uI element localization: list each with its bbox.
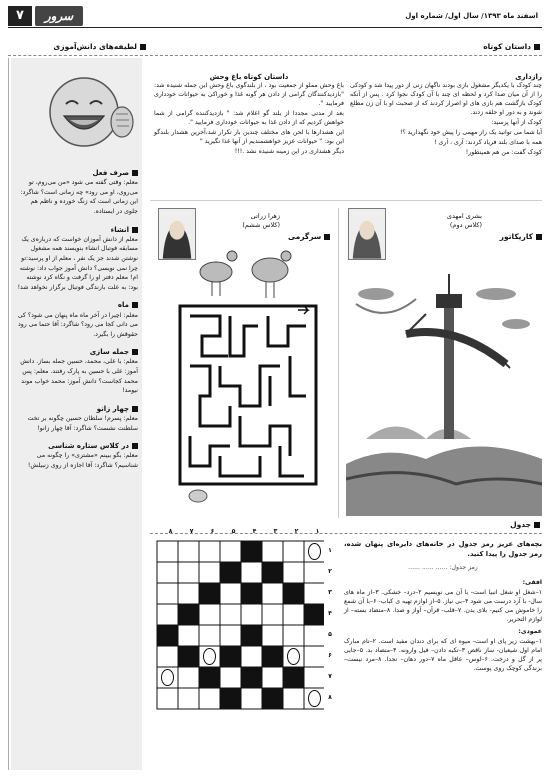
fun-section-title: [288, 232, 330, 243]
black-cell: [262, 646, 283, 667]
row-number: ۶: [328, 652, 332, 659]
grid-cell[interactable]: [262, 604, 283, 625]
black-cell: [262, 688, 283, 709]
grid-cell[interactable]: [157, 541, 178, 562]
black-cell: [199, 667, 220, 688]
row-number: ۴: [328, 610, 332, 617]
caricature-section-label: کاریکاتور: [499, 232, 533, 241]
maze-puzzle: [178, 250, 318, 508]
grid-cell[interactable]: [199, 688, 220, 709]
grid-cell[interactable]: [241, 646, 262, 667]
column-number: ۳: [273, 528, 278, 535]
story-left-paragraph: این هشدارها با لحن های مختلف چندین بار تکرار شد،آخرین هشدار بلندگو این بود: " حیوانات عزیز خواهشمندیم از آنها غذا نگیرید ": [154, 129, 344, 146]
jokes-section-label: لطیفه‌های دانش‌آموزی: [53, 42, 137, 51]
across-clues: ۱–شغل او شغل انبیا است- با آن می نویسیم ۲–درد– خشکی. ۳–از ماه های سال- با آرد درست می شود ۴–بی نیاز. ۵–از لوازم تهیه ی کباب- ۶–با آن شمع را خاموش می کنیم- بلای بدن. ۷–قلب- قرآن– آواز و صدا. ۸–متضاد بسته– از لوازم التحریر.: [344, 588, 542, 623]
black-cell: [283, 667, 304, 688]
story-right-paragraph: آیا شما می توانید یک راز مهمی را پیش خود نگهدارید ؟!: [399, 129, 542, 137]
story-right-body: [350, 82, 542, 158]
joke-title-text: جمله سازی: [89, 348, 129, 357]
story-right-paragraph: چند کودک با یکدیگر مشغول بازی بودند ناگهان زنی از دور پیدا شد و کودکی را از آن میان صدا کرد و لحظه ای چند با آن کودک نجوا کرد . پس از آنکه کودک بازگشت هم بازی های او اصرار کردند که از صحبت او با آن زن مطلع شوند و به دور او حلقه زدند.: [350, 82, 542, 117]
story-right-title: رازداری: [515, 73, 542, 81]
grid-cell[interactable]: [283, 646, 304, 667]
grid-cell[interactable]: [262, 625, 283, 646]
row-number: ۷: [328, 673, 332, 680]
row-number: ۱: [328, 547, 332, 554]
joke-title: [15, 441, 138, 451]
story-left-body: [154, 82, 344, 157]
grid-cell[interactable]: [283, 604, 304, 625]
artist-caption-1: [392, 212, 482, 231]
story-right: [350, 72, 542, 192]
issue-line: اسفند ماه ۱۳۹۳/ سال اول/ شماره اول: [405, 12, 538, 20]
black-cell: [199, 583, 220, 604]
joke-title-text: در کلاس ستاره شناسی: [48, 442, 129, 451]
jokes-panel: [11, 58, 142, 770]
column-number: ۱: [315, 528, 320, 535]
joke-title-text: صرف فعل: [92, 169, 129, 177]
square-bullet-icon: [534, 522, 540, 528]
black-cell: [178, 604, 199, 625]
jokes-heading-bar: [8, 42, 148, 56]
column-number: ۲: [294, 528, 299, 535]
story-section-title: [483, 42, 540, 53]
grid-cell[interactable]: [304, 667, 324, 688]
grid-cell[interactable]: [283, 562, 304, 583]
grid-cell[interactable]: [241, 562, 262, 583]
column-number: ۵: [231, 528, 236, 535]
grid-cell[interactable]: [178, 667, 199, 688]
page-number: ۷: [8, 6, 32, 26]
joke-body: معلم: با علی، محمد، حسین جمله بساز. دانش آموز: علی با حسین به پارک رفتند. معلم: پس محمد کجاست؟ دانش آموز: محمد خواب موند نیومد!: [20, 358, 138, 395]
black-cell: [220, 562, 241, 583]
square-bullet-icon: [324, 234, 330, 240]
grid-cell[interactable]: [304, 646, 324, 667]
grid-cell[interactable]: [220, 583, 241, 604]
grid-cell[interactable]: [304, 562, 324, 583]
down-clues: ۱–بهشت زیر پای او است- میوه ای که برای دندان مفید است. ۲–نام مبارک امام اول شیعیان- ساز ناقص ۳–تکیه دادن– فیل وارونه. ۴–متضاد بد. ۵–جایی پر از گل و درخت. ۶–لوس– عاقل ماه ۷–دور دهان– نجدا. ۸–مرد نیست– برندگی کوچک روی پوست.: [344, 637, 543, 672]
grid-cell[interactable]: [262, 667, 283, 688]
column-number: ۴: [252, 528, 257, 535]
row-number: ۳: [328, 589, 332, 596]
magazine-logo: سرور: [35, 6, 83, 26]
story-left-paragraph: دیگر هشداری در این زمینه شنیده نشد .!!!: [234, 148, 344, 156]
artist-class-2: (کلاس ششم): [242, 221, 280, 230]
square-bullet-icon: [536, 234, 542, 240]
joke-title: [15, 225, 138, 235]
black-cell: [262, 562, 283, 583]
grid-cell[interactable]: [304, 583, 324, 604]
grid-cell[interactable]: [178, 583, 199, 604]
joke-title: [15, 300, 138, 310]
grid-cell[interactable]: [178, 562, 199, 583]
artist-name-2: زهرا زراتی: [250, 212, 280, 220]
grid-cell[interactable]: [304, 625, 324, 646]
grid-cell[interactable]: [241, 688, 262, 709]
story-right-paragraph: همه با صدای بلند فریاد کردند: آری ، آری !: [434, 139, 542, 147]
vertical-divider: [338, 208, 339, 518]
square-bullet-icon: [132, 349, 138, 355]
grid-cell[interactable]: [157, 562, 178, 583]
joke-title: [15, 168, 138, 178]
story-right-paragraph: کودک از آنها پرسید:: [491, 119, 542, 127]
jokes-list: [15, 168, 138, 471]
joke-body: معلم: اچیرا در آخر ماه ماه پنهان می شود؟ کی می دانی کجا می رود؟ شاگرد: آقا حتما می رود حقوقش را بگیرد.: [17, 311, 138, 338]
row-numbers: [324, 540, 336, 764]
column-number: ۶: [210, 528, 215, 535]
jokes-column: [8, 58, 148, 770]
grid-cell[interactable]: [220, 604, 241, 625]
row-number: ۲: [328, 568, 332, 575]
grid-cell[interactable]: [178, 541, 199, 562]
column-number: ۷: [189, 528, 194, 535]
grid-cell[interactable]: [241, 604, 262, 625]
joke-title: [15, 404, 138, 414]
crossword-code: رمز جدول: ...... ...... ......: [408, 563, 478, 571]
divider: [150, 200, 542, 201]
black-cell: [304, 604, 324, 625]
grid-cell[interactable]: [157, 646, 178, 667]
crossword-section-label: جدول: [510, 520, 531, 529]
grid-cell[interactable]: [283, 625, 304, 646]
square-bullet-icon: [132, 302, 138, 308]
story-right-paragraph: کودک گفت: من هم همینطور!: [465, 149, 542, 157]
column-number: ۸: [168, 528, 173, 535]
black-cell: [220, 646, 241, 667]
grid-cell[interactable]: [178, 625, 199, 646]
grid-cell[interactable]: [199, 562, 220, 583]
grid-cell[interactable]: [157, 667, 178, 688]
fun-section-label: سرگرمی: [288, 232, 322, 241]
black-cell: [157, 625, 178, 646]
down-title: عمودی:: [518, 627, 542, 635]
grid-cell[interactable]: [157, 604, 178, 625]
grid-cell[interactable]: [262, 583, 283, 604]
across-title: افقی:: [522, 578, 542, 586]
grid-cell[interactable]: [220, 541, 241, 562]
crossword-clues: [344, 540, 542, 772]
joke-body: معلم: وقتی گفته می شود «من می‌روم، تو می‌روی، او می رود» چه زمانی است؟ شاگرد: این زمانی است که زنگ خورده و ناظم هم جلوی در ایستاده.: [20, 179, 138, 215]
black-cell: [241, 541, 262, 562]
artist-caption-2: [200, 212, 280, 231]
page-header: [8, 6, 542, 28]
laughing-smiley-icon: [40, 70, 136, 156]
grid-cell[interactable]: [157, 583, 178, 604]
black-cell: [220, 688, 241, 709]
grid-cell[interactable]: [178, 688, 199, 709]
grid-cell[interactable]: [157, 688, 178, 709]
crossword-grid-wrap: [156, 528, 340, 770]
row-number: ۸: [328, 694, 332, 701]
black-cell: [283, 583, 304, 604]
grid-cell[interactable]: [283, 688, 304, 709]
artist-class-1: (کلاس دوم): [449, 221, 482, 230]
grid-cell[interactable]: [199, 604, 220, 625]
story-left-paragraph: بعد از مدتی مجددا از بلند گو اعلام شد: " بازدیدکننده گرامی از شما خواهش کردیم که از دادن غذا به حیوانات خودداری فرمایید ".: [154, 110, 344, 127]
joke-body: معلم: پسرم! سلطان حسین چگونه بر تخت سلطنت نشست؟ شاگرد: آقا چهار زانو!: [27, 415, 138, 432]
grid-cell[interactable]: [199, 541, 220, 562]
grid-cell[interactable]: [199, 625, 220, 646]
joke-body: معلم از دانش آموزان خواست که درباره‌ی یک مسابقه فوتبال انشاء بنویسند همه مشغول نوشتن شدند جز یک نفر ، معلم از او پرسید:تو چرا نمی نویسی؟ دانش آموز جواب داد: نوشته ام! معلم دفتر او را گرفت و نگاه کرد نوشته بود: به علت بارندگی فوتبال برگزار نخواهد شد!: [17, 235, 138, 291]
square-bullet-icon: [132, 170, 138, 176]
black-cell: [241, 625, 262, 646]
crossword-section-title: [510, 520, 540, 531]
grid-cell[interactable]: [262, 541, 283, 562]
grid-cell[interactable]: [220, 667, 241, 688]
black-cell: [241, 667, 262, 688]
story-section-label: داستان کوتاه: [483, 42, 531, 51]
story-left-title: داستان کوتاه باغ وحش: [209, 73, 289, 81]
artist-photo-1: [346, 208, 386, 260]
square-bullet-icon: [140, 44, 146, 50]
student-portrait-1: [348, 208, 386, 260]
story-left-paragraph: باغ وحش مملو از جمعیت بود ، از بلندگوی باغ وحش این جمله شنیده شد: "بازدیدکنندگان گرامی از دادن هر گونه غذا و خوراکی به حیوانات خودداری فرمایید ".: [154, 82, 344, 108]
joke-title-text: انشاء: [110, 225, 129, 234]
black-cell: [178, 646, 199, 667]
grid-cell[interactable]: [220, 625, 241, 646]
square-bullet-icon: [132, 443, 138, 449]
joke-title-text: چهار زانو: [96, 404, 129, 413]
artist-name-1: بشری امهدی: [446, 212, 482, 220]
jokes-section-title: [53, 42, 146, 53]
row-number: ۵: [328, 631, 332, 638]
black-cell: [241, 583, 262, 604]
story-heading-bar: [150, 42, 542, 56]
grid-cell[interactable]: [283, 541, 304, 562]
square-bullet-icon: [534, 44, 540, 50]
story-left: [154, 72, 344, 192]
column-numbers: [156, 528, 340, 540]
tower-drawing: [346, 264, 542, 516]
caricature-section-title: [500, 232, 542, 243]
square-bullet-icon: [132, 227, 138, 233]
square-bullet-icon: [132, 406, 138, 412]
joke-title: [15, 347, 138, 357]
crossword-grid: [156, 540, 324, 764]
crossword-intro: بچه‌های عزیز رمز جدول در خانه‌های دایره‌ای پنهان شده، رمز جدول را پیدا کنید.: [344, 540, 542, 558]
joke-title-text: ماه: [117, 301, 129, 310]
joke-body: معلم: بگو ببینم «مشتری» را چگونه می شناسیم؟ شاگرد: آقا اجازه از روی زنبیلش!: [27, 452, 138, 470]
grid-cell[interactable]: [199, 646, 220, 667]
